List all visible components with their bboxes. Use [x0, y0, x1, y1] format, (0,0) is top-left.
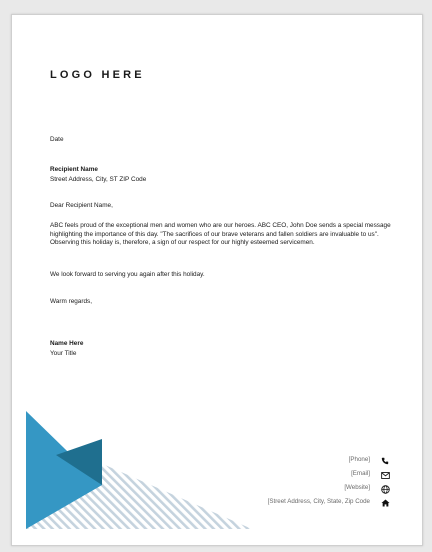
- contact-phone: [Phone]: [348, 456, 370, 463]
- logo-text: LOGO HERE: [50, 69, 145, 81]
- recipient-name: Recipient Name: [50, 166, 98, 173]
- contact-address: [Street Address, City, State, Zip Code: [267, 498, 370, 505]
- email-icon: [380, 470, 390, 480]
- letterhead-page: [11, 14, 423, 546]
- body-paragraph-2: We look forward to serving you again after this holiday.: [50, 271, 205, 278]
- phone-icon: [380, 456, 390, 466]
- contact-email: [Email]: [351, 470, 370, 477]
- contact-website: [Website]: [344, 484, 370, 491]
- footer-decoration: [12, 15, 422, 545]
- signature-title: Your Title: [50, 350, 77, 357]
- signature-name: Name Here: [50, 340, 84, 347]
- recipient-address: Street Address, City, ST ZIP Code: [50, 176, 147, 183]
- body-paragraph-1: ABC feels proud of the exceptional men and women who are our heroes. ABC CEO, John Doe sends a special message highlighting the importance of this day. "The sacrifices of our brave veterans and fallen soldiers are invaluable to us". Observing this holiday is, therefore, a sign of our respect for our highly esteemed servicemen.: [50, 222, 391, 247]
- globe-icon: [380, 484, 390, 494]
- salutation: Dear Recipient Name,: [50, 202, 113, 209]
- date-line: Date: [50, 136, 64, 143]
- closing: Warm regards,: [50, 298, 93, 305]
- home-icon: [380, 498, 390, 508]
